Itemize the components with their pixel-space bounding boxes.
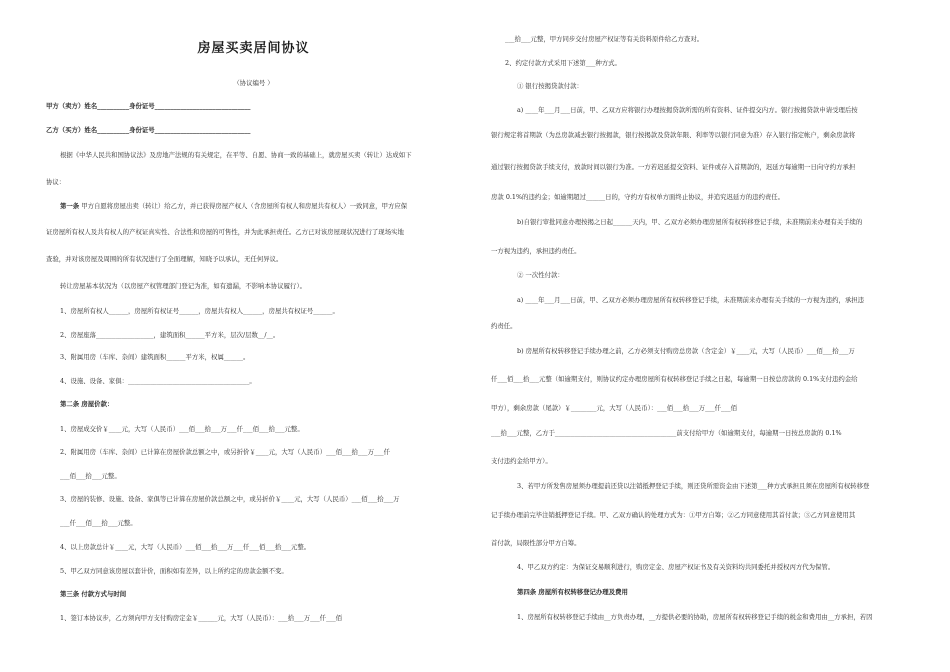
article-2-item-3a: 3、房屋的装修、设施、设备、家俱等已计算在房屋价款总额之中，或另折价￥____元，大写（人民币）___佰___拾___万 [60, 495, 400, 503]
right-line-3: ① 银行按揭贷款付款： [517, 82, 583, 90]
article-3-heading: 第三条 付款方式与时间 [60, 590, 127, 598]
article-1-item-2: 2、房屋座落__________________，建筑面积______平方米，层次/层数__/__。 [60, 331, 280, 339]
right-line-17: 支付违约金给甲方）。 [491, 457, 552, 465]
article-3-item-1: 1、签订本协议步，乙方须向甲方支付购房定金￥______元，大写（人民币）：___拾___万___仟___佰 [60, 614, 343, 622]
right-line-16: ___拾___元整，乙方于______________________________________前支付给甲方（如逾期支付，每逾期一日按总房款的 0.1% [491, 429, 842, 437]
right-line-14: 仟___佰___拾___元整（如逾期支付，则协议约定办理房屋所有权转移登记手续之日起，每逾期一日按总房款的 0.1%支付违约金给 [491, 375, 858, 383]
article-1-item-4: 4、设施、设备、家俱：______________________________________。 [60, 377, 256, 385]
article-4-item-1: 1、房屋所有权转移登记手续由__方负责办理，__方提供必要的协助，房屋所有权转移登记手续的税金和费用由__方承担，若因 [517, 613, 873, 621]
right-line-5: 银行规定将首期款（为总房款减去银行按揭款，银行按揭款及贷款年限、利率等以银行同意为准）存入银行指定帐户，剩余房款将 [491, 131, 856, 139]
article-1-line-4: 转让房屋基本状况为（以房屋产权管理部门登记为准，如有遗漏，不影响本协议履行）。 [60, 282, 307, 290]
article-1-item-3: 3、附属用房（车库、杂间）建筑面积______平方米，权属______。 [60, 353, 250, 361]
article-2-item-2a: 2、附属用房（车库、杂间）已计算在房屋价款总额之中，或另折价￥____元，大写（人民币）___佰___拾___万___仟 [60, 448, 390, 456]
party-b-line: 乙方（买方）姓名__________身份证号______________________________ [46, 126, 251, 134]
article-1-line-3: 查验，并对该房屋及周围的所有状况进行了全面理解，知晓予以承认，无任何异议。 [46, 255, 283, 263]
document-title: 房屋买卖居间协议 [197, 41, 310, 56]
article-2-heading: 第二条 房屋价款： [60, 400, 114, 408]
article-1-item-1: 1、房屋所有权人______，房屋所有权证号______，房屋共有权人______，房屋共有权证号______。 [60, 307, 339, 315]
right-line-11: a) ____年___月___日前，甲、乙双方必须办理房屋所有权转移登记手续，未准期前来办理有关手续的一方视为违约，承担违 [517, 296, 865, 304]
article-2-item-1: 1、房屋成交价￥____元，大写（人民币）___佰___拾___万___仟___佰___拾___元整。 [60, 425, 304, 433]
article-1-line-2: 证房屋所有权人及共有权人的产权证真实性、合法性和房屋的可售性，并为此承担责任。乙方已对该房屋现状况进行了现场实地 [46, 228, 404, 236]
right-line-9: 一方视为违约，承担违约责任。 [491, 247, 581, 255]
right-line-6: 通过银行按揭贷款手续支付，放款时间以银行为准。一方若迟延提交资料、证件或存入首期款的，迟延方每逾期一日向守约方承担 [491, 163, 856, 171]
article-2-item-3b: ___仟___佰___拾___元整。 [60, 519, 137, 527]
article-1-text-1: 甲方自愿将房屋出卖（转让）给乙方，并已获得房屋产权人（含房屋所有权人和房屋共有权人）一致同意，甲方应保 [81, 202, 408, 210]
right-line-7: 房款 0.1%的违约金；如逾期超过______日的，守约方有权单方面终止协议，并追究迟延方的违约责任。 [491, 193, 785, 201]
article-4-heading: 第四条 房屋所有权转移登记办理及费用 [517, 588, 628, 596]
intro-text-2: 协议： [46, 178, 66, 186]
party-a-line: 甲方（卖方）姓名__________身份证号______________________________ [46, 102, 251, 110]
article-2-item-5: 5、甲乙双方同意该房屋以套计价，面积如有差异，以上所约定的房款金额不变。 [60, 567, 288, 575]
article-2-item-2b: ___佰___拾___元整。 [60, 472, 121, 480]
right-line-13: b) 房屋所有权转移登记手续办理之前，乙方必须支付购房总房款（含定金）￥____元，大写（人民币）___佰___拾___万 [517, 347, 855, 355]
right-line-1: ___拾___元整，甲方同步交付房屋产权证等有关资料原件给乙方查对。 [505, 35, 704, 43]
right-line-8: b)自银行审批同意办理按揭之日起______天内，甲、乙双方必须办理房屋所有权转移登记手续，未准期前来办理有关手续的 [517, 218, 863, 226]
right-line-4: a) ____年___月___日前，甲、乙双方应将银行办理按揭贷款所需的所有资料、证件提交内方。银行按揭贷款申请受理后按 [517, 106, 858, 114]
right-line-18: 3、若甲方所发售房屋须办理提前还贷以注销抵押登记手续，则还贷所需资金由下述第___种方式承担且须在房屋所有权转移登 [517, 482, 870, 490]
right-line-20: 首付款，局限性部分甲方自筹。 [491, 539, 581, 547]
right-line-2: 2、约定付款方式采用下述第___种方式。 [505, 59, 621, 67]
intro-text-1: 根据《中华人民共和国协议法》及房地产法规的有关规定，在平等、自愿、协商一致的基础上，就房屋买卖（转让）达成如下 [60, 151, 412, 159]
right-line-10: ② 一次性付款： [517, 271, 564, 279]
right-line-21: 4、甲乙双方约定：为保证交易顺利进行，购房定金、房屋产权证书及有关资料均共同委托并授权丙方代为保管。 [517, 563, 835, 571]
article-1-heading: 第一条 [60, 202, 80, 210]
right-line-19: 记手续办理前完毕注销抵押登记手续。甲、乙双方确认的处理方式为：①甲方自筹；②乙方同意使用其首付款；③乙方同意使用其 [491, 511, 856, 519]
agreement-number: （协议编号 ） [233, 79, 274, 87]
right-line-12: 约责任。 [491, 322, 517, 330]
article-1-line-1 [60, 202, 461, 211]
right-line-15: 甲方），剩余房款（尾款）￥________元，大写（人民币）：___佰___拾___万___仟___佰 [491, 404, 738, 412]
article-2-item-4: 4、以上房款总计￥____元，大写（人民币）___佰___拾___万___仟___佰___拾___元整。 [60, 543, 311, 551]
